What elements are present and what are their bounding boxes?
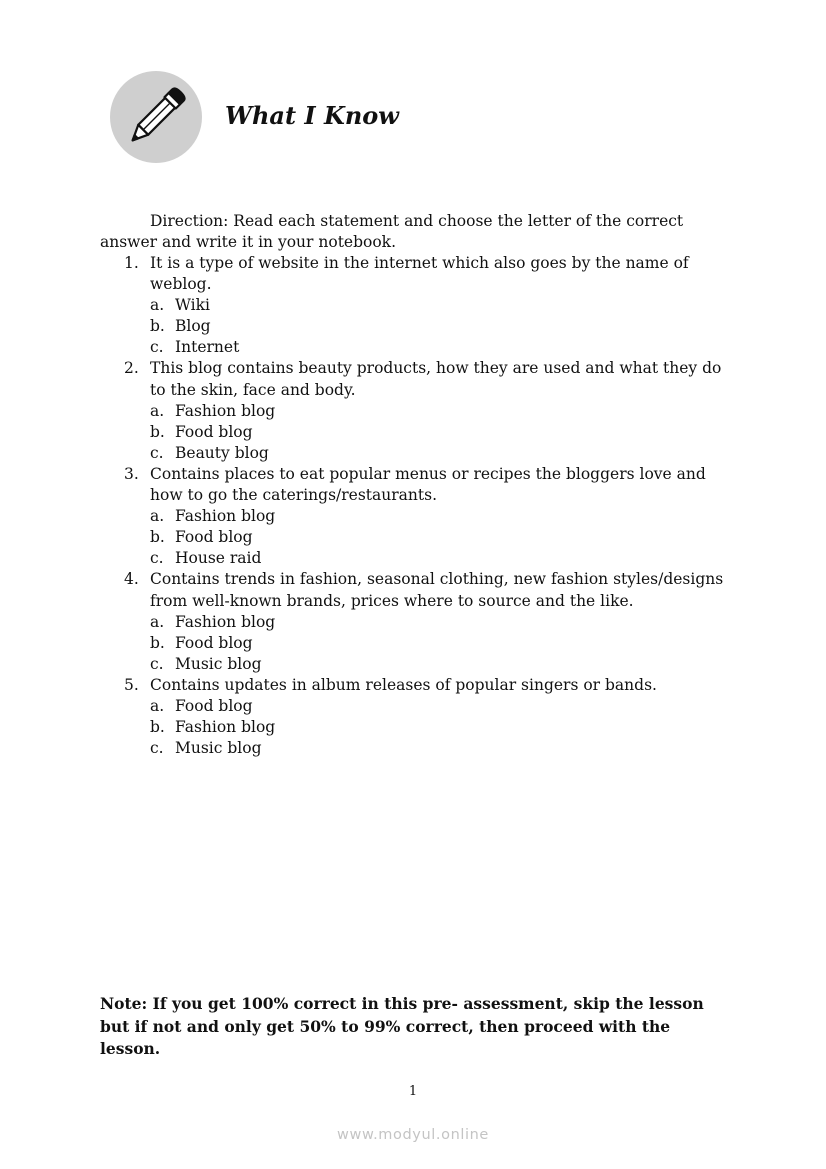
choice-text: Fashion blog [175,612,276,631]
choice-letter: a. [150,612,165,631]
choice-item [150,654,730,675]
pencil-icon [110,71,202,163]
choice-letter: c. [150,338,164,357]
question-text: Contains trends in fashion, seasonal clothing, new fashion styles/designs from well-known brands, prices where to source and the like. [150,570,724,610]
choice-item [150,633,730,654]
choice-item [150,548,730,569]
question-number: 1. [124,254,139,272]
choice-text: Food blog [175,696,253,715]
choice-text: Music blog [175,739,262,758]
choice-item [150,422,730,443]
choice-letter: a. [150,401,165,420]
choice-text: Food blog [175,633,253,652]
choice-list [150,612,730,675]
choice-list [150,401,730,464]
choice-item [150,316,730,337]
watermark: www.modyul.online [337,1127,489,1143]
choice-text: House raid [175,549,262,568]
question-3 [100,464,730,569]
question-text: This blog contains beauty products, how they are used and what they do to the skin, face and body. [150,359,722,399]
choice-item [150,738,730,759]
choice-text: Blog [175,317,211,336]
page-number: 1 [408,1084,418,1099]
choice-list [150,295,730,358]
question-text: Contains updates in album releases of popular singers or bands. [150,675,657,694]
choice-item [150,527,730,548]
choice-letter: b. [150,718,165,737]
choice-item [150,337,730,358]
question-text: It is a type of website in the internet which also goes by the name of weblog. [150,254,689,294]
choice-letter: c. [150,739,164,758]
question-number: 2. [124,359,139,378]
choice-item [150,401,730,422]
question-1 [100,253,730,358]
choice-letter: a. [150,507,165,526]
choice-text: Fashion blog [175,507,276,526]
question-5 [100,675,730,759]
page-title: What I Know [225,101,399,130]
choice-letter: b. [150,422,165,441]
choice-item [150,443,730,464]
question-list [100,253,730,759]
choice-letter: b. [150,528,165,547]
choice-text: Internet [175,338,240,357]
choice-text: Fashion blog [175,718,276,737]
choice-text: Music blog [175,654,262,673]
choice-item [150,506,730,527]
choice-letter: b. [150,633,165,652]
choice-item [150,612,730,633]
choice-list [150,696,730,759]
question-number: 3. [124,464,139,483]
question-number: 5. [124,675,139,694]
header-icon-circle [110,71,202,163]
question-4 [100,569,730,674]
choice-item [150,295,730,316]
choice-letter: c. [150,443,164,462]
choice-letter: a. [150,296,165,315]
question-number: 4. [124,570,139,589]
direction-text: Direction: Read each statement and choose the letter of the correct answer and write it in your notebook. [100,212,684,252]
choice-text: Fashion blog [175,401,276,420]
choice-text: Beauty blog [175,443,269,462]
choice-letter: c. [150,654,164,673]
choice-item [150,717,730,738]
question-text: Contains places to eat popular menus or recipes the bloggers love and how to go the caterings/restaurants. [150,464,706,505]
choice-item [150,696,730,717]
note-text: Note: If you get 100% correct in this pre- assessment, skip the lesson but if not and only get 50% to 99% correct, then proceed with the lesson. [100,994,704,1058]
choice-letter: c. [150,549,164,568]
choice-list [150,506,730,569]
question-2 [100,358,730,463]
choice-text: Food blog [175,422,253,441]
choice-letter: a. [150,696,165,715]
choice-letter: b. [150,317,165,336]
choice-text: Food blog [175,528,253,547]
choice-text: Wiki [175,296,210,315]
